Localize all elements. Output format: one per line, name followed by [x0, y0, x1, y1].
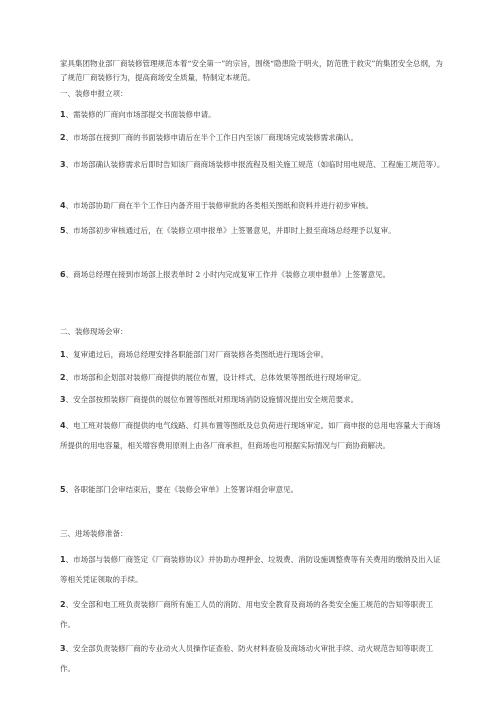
- section-1-item-6: 6、商场总经理在接到市场部上报表单时 2 小时内完成复审工作并《装修立项申报单》上签署意见。: [60, 270, 391, 279]
- section-2-item-1: 1、复审通过后，商场总经理安排各职能部门对厂商装修各类图纸进行现场会审。: [60, 350, 329, 359]
- section-2-heading: 二、装修现场会审：: [60, 327, 128, 336]
- section-2-item-3: 3、安全部按照装修厂商提供的展位布置等图纸对照现场消防设施情况提出安全规范要求。: [60, 395, 359, 404]
- section-1-item-2: 2、市场部在接到厂商的书面装修申请后在半个工作日内至该厂商现场完成装修需求确认。: [60, 133, 359, 142]
- intro-paragraph: 家具集团物业部厂商装修管理规范本着“安全第一”的宗旨，围绕“隐患险于明火，防范胜于救灾”的集团安全总纲，为了规范厂商装修行为，提高商场安全质量，特制定本规范。: [60, 59, 443, 82]
- section-3-item-2: 2、安全部和电工班负责装修厂商所有施工人员的消防、用电安全教育及商场的各类安全施工规范的告知等职责工作。: [60, 600, 434, 629]
- section-3-item-3: 3、安全部负责装修厂商的专业动火人员操作证查验、防火材料查验及商场动火审批手续、动火规范告知等职责工作。: [60, 644, 434, 673]
- section-1-item-3: 3、市场部确认装修需求后即时告知该厂商商场装修申报流程及相关施工规范（如临时用电规范、工程施工规范等）。: [60, 160, 445, 169]
- section-2-item-5: 5、各职能部门会审结束后，要在《装修会审单》上签署详细会审意见。: [60, 485, 299, 494]
- section-2-item-4: 4、电工班对装修厂商提供的电气线路、灯具布置等图纸及总负荷进行现场审定。如厂商申报的总用电容量大于商场所提供的用电容量，相关增容费用原则上由各厂商承担，但商场也可根据实际情况与厂商协商解决。: [60, 421, 441, 450]
- section-3-heading: 三、进场装修准备：: [60, 529, 128, 538]
- section-1-item-4: 4、市场部协助厂商在半个工作日内备齐用于装修审批的各类相关图纸和资料并进行初步审核。: [60, 201, 374, 210]
- section-1-item-5: 5、市场部初步审核通过后，在《装修立项申报单》上签署意见，并即时上报至商场总经理予以复审。: [60, 226, 396, 235]
- section-1-item-1: 1、需装修的厂商向市场部提交书面装修申请。: [60, 110, 216, 119]
- section-1-heading: 一、装修申报立项：: [60, 89, 128, 98]
- section-2-item-2: 2、市场部和企划部对装修厂商提供的展位布置，设计样式、总体效果等图纸进行现场审定。: [60, 373, 366, 382]
- section-3-item-1: 1、市场部与装修厂商签定《厂商装修协议》并协助办理押金、垃圾费、消防设施调整费等有关费用的缴纳及出入证等相关凭证领取的手续。: [60, 555, 441, 584]
